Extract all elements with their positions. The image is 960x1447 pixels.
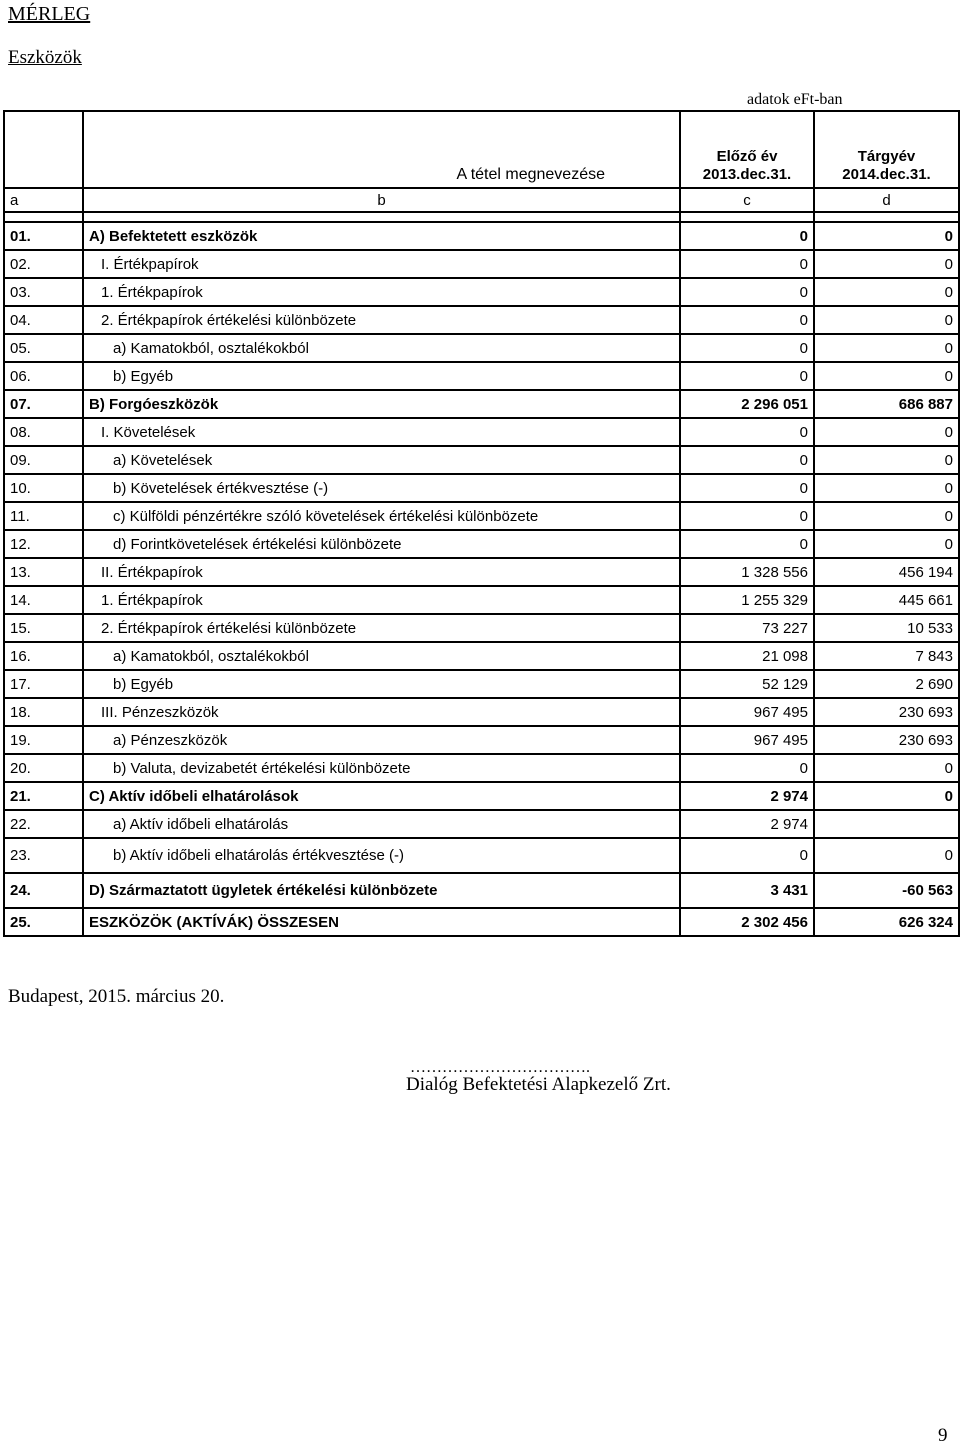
- row-number: 03.: [4, 278, 83, 306]
- header-curr-year-cell: [814, 111, 959, 188]
- row-prev-year-value: 0: [680, 278, 814, 306]
- table-row: [4, 754, 959, 782]
- row-prev-year-value: 967 495: [680, 698, 814, 726]
- row-prev-year-value: 0: [680, 222, 814, 250]
- header-curr-date: 2014.dec.31.: [842, 166, 931, 183]
- table-row: [4, 530, 959, 558]
- row-prev-year-value: 0: [680, 306, 814, 334]
- row-number: 22.: [4, 810, 83, 838]
- row-number: 18.: [4, 698, 83, 726]
- row-prev-year-value: 0: [680, 530, 814, 558]
- table-row: [4, 474, 959, 502]
- spacer-row: [4, 212, 959, 222]
- signature-line: …………………………….: [410, 1059, 590, 1076]
- table-row: [4, 642, 959, 670]
- row-label: D) Származtatott ügyletek értékelési különbözete: [83, 873, 680, 908]
- row-curr-year-value: 0: [814, 502, 959, 530]
- row-curr-year-value: 0: [814, 782, 959, 810]
- row-number: 23.: [4, 838, 83, 873]
- header-prev-year-cell: [680, 111, 814, 188]
- row-number: 10.: [4, 474, 83, 502]
- row-curr-year-value: 230 693: [814, 726, 959, 754]
- table-row: [4, 502, 959, 530]
- row-curr-year-value: 0: [814, 530, 959, 558]
- table-row: [4, 558, 959, 586]
- header-name-cell: [83, 111, 680, 188]
- table-row: [4, 446, 959, 474]
- table-header-row: [4, 111, 959, 188]
- column-letter-b: b: [83, 188, 680, 212]
- row-label: d) Forintkövetelések értékelési különbözete: [83, 530, 680, 558]
- row-curr-year-value: 7 843: [814, 642, 959, 670]
- row-prev-year-value: 0: [680, 838, 814, 873]
- row-number: 09.: [4, 446, 83, 474]
- row-label: b) Aktív időbeli elhatárolás értékvesztése (-): [83, 838, 680, 873]
- row-prev-year-value: 2 296 051: [680, 390, 814, 418]
- row-label: II. Értékpapírok: [83, 558, 680, 586]
- row-curr-year-value: 0: [814, 362, 959, 390]
- header-prev-date: 2013.dec.31.: [702, 166, 792, 183]
- table-row: [4, 306, 959, 334]
- table-row: [4, 810, 959, 838]
- header-prev-year: Előző év: [716, 148, 778, 165]
- row-label: c) Külföldi pénzértékre szóló követelések értékelési különbözete: [83, 502, 680, 530]
- row-label: a) Követelések: [83, 446, 680, 474]
- row-label: b) Egyéb: [83, 362, 680, 390]
- row-curr-year-value: 0: [814, 334, 959, 362]
- row-curr-year-value: 0: [814, 222, 959, 250]
- row-number: 08.: [4, 418, 83, 446]
- table-row: [4, 670, 959, 698]
- row-number: 05.: [4, 334, 83, 362]
- row-prev-year-value: 73 227: [680, 614, 814, 642]
- table-row: [4, 908, 959, 936]
- row-label: ESZKÖZÖK (AKTÍVÁK) ÖSSZESEN: [83, 908, 680, 936]
- row-number: 16.: [4, 642, 83, 670]
- table-row: [4, 614, 959, 642]
- row-label: 1. Értékpapírok: [83, 586, 680, 614]
- column-letter-c: c: [680, 188, 814, 212]
- column-letter-d: d: [814, 188, 959, 212]
- row-label: a) Aktív időbeli elhatárolás: [83, 810, 680, 838]
- row-curr-year-value: 0: [814, 306, 959, 334]
- page-number: 9: [938, 1425, 948, 1446]
- row-curr-year-value: 445 661: [814, 586, 959, 614]
- row-label: a) Kamatokból, osztalékokból: [83, 334, 680, 362]
- row-curr-year-value: 0: [814, 446, 959, 474]
- row-label: a) Kamatokból, osztalékokból: [83, 642, 680, 670]
- row-prev-year-value: 2 974: [680, 810, 814, 838]
- row-prev-year-value: 967 495: [680, 726, 814, 754]
- row-number: 01.: [4, 222, 83, 250]
- row-curr-year-value: 2 690: [814, 670, 959, 698]
- row-number: 19.: [4, 726, 83, 754]
- row-curr-year-value: 230 693: [814, 698, 959, 726]
- row-curr-year-value: -60 563: [814, 873, 959, 908]
- row-prev-year-value: 1 328 556: [680, 558, 814, 586]
- column-letter-a: a: [4, 188, 83, 212]
- row-number: 24.: [4, 873, 83, 908]
- row-prev-year-value: 0: [680, 334, 814, 362]
- row-curr-year-value: 0: [814, 474, 959, 502]
- row-label: b) Valuta, devizabetét értékelési különbözete: [83, 754, 680, 782]
- row-prev-year-value: 0: [680, 754, 814, 782]
- table-row: [4, 250, 959, 278]
- row-label: 2. Értékpapírok értékelési különbözete: [83, 306, 680, 334]
- row-curr-year-value: 0: [814, 838, 959, 873]
- row-prev-year-value: 21 098: [680, 642, 814, 670]
- row-number: 20.: [4, 754, 83, 782]
- table-row: [4, 586, 959, 614]
- header-num-cell: [4, 111, 83, 188]
- row-prev-year-value: 2 302 456: [680, 908, 814, 936]
- document-title: MÉRLEG: [8, 3, 91, 25]
- column-letter-row: [4, 188, 959, 212]
- row-label: B) Forgóeszközök: [83, 390, 680, 418]
- table-row: [4, 222, 959, 250]
- row-label: 1. Értékpapírok: [83, 278, 680, 306]
- header-name: A tétel megnevezése: [456, 166, 605, 183]
- row-number: 15.: [4, 614, 83, 642]
- row-prev-year-value: 1 255 329: [680, 586, 814, 614]
- row-curr-year-value: 626 324: [814, 908, 959, 936]
- row-number: 12.: [4, 530, 83, 558]
- row-label: III. Pénzeszközök: [83, 698, 680, 726]
- table-row: [4, 390, 959, 418]
- row-number: 17.: [4, 670, 83, 698]
- row-label: b) Egyéb: [83, 670, 680, 698]
- row-label: I. Követelések: [83, 418, 680, 446]
- row-prev-year-value: 0: [680, 474, 814, 502]
- header-curr-year: Tárgyév: [857, 148, 916, 165]
- table-row: [4, 838, 959, 873]
- row-label: b) Követelések értékvesztése (-): [83, 474, 680, 502]
- row-curr-year-value: 686 887: [814, 390, 959, 418]
- row-number: 11.: [4, 502, 83, 530]
- row-label: 2. Értékpapírok értékelési különbözete: [83, 614, 680, 642]
- row-number: 21.: [4, 782, 83, 810]
- row-prev-year-value: 52 129: [680, 670, 814, 698]
- row-number: 13.: [4, 558, 83, 586]
- section-title: Eszközök: [8, 47, 82, 68]
- units-note: adatok eFt-ban: [747, 91, 843, 108]
- row-curr-year-value: [814, 810, 959, 838]
- row-curr-year-value: 0: [814, 250, 959, 278]
- table-row: [4, 418, 959, 446]
- row-curr-year-value: 10 533: [814, 614, 959, 642]
- row-label: A) Befektetett eszközök: [83, 222, 680, 250]
- row-number: 14.: [4, 586, 83, 614]
- row-curr-year-value: 0: [814, 278, 959, 306]
- row-curr-year-value: 0: [814, 418, 959, 446]
- table-row: [4, 278, 959, 306]
- table-row: [4, 334, 959, 362]
- row-label: C) Aktív időbeli elhatárolások: [83, 782, 680, 810]
- place-and-date: Budapest, 2015. március 20.: [8, 986, 225, 1007]
- table-row: [4, 726, 959, 754]
- balance-sheet-table: [3, 110, 960, 937]
- row-prev-year-value: 3 431: [680, 873, 814, 908]
- row-prev-year-value: 0: [680, 418, 814, 446]
- table-row: [4, 873, 959, 908]
- row-prev-year-value: 0: [680, 446, 814, 474]
- row-label: I. Értékpapírok: [83, 250, 680, 278]
- row-number: 02.: [4, 250, 83, 278]
- row-number: 07.: [4, 390, 83, 418]
- row-label: a) Pénzeszközök: [83, 726, 680, 754]
- row-number: 04.: [4, 306, 83, 334]
- row-prev-year-value: 0: [680, 362, 814, 390]
- table-row: [4, 782, 959, 810]
- row-number: 06.: [4, 362, 83, 390]
- row-curr-year-value: 456 194: [814, 558, 959, 586]
- table-row: [4, 698, 959, 726]
- row-prev-year-value: 2 974: [680, 782, 814, 810]
- row-number: 25.: [4, 908, 83, 936]
- row-prev-year-value: 0: [680, 250, 814, 278]
- table-row: [4, 362, 959, 390]
- signatory-name: Dialóg Befektetési Alapkezelő Zrt.: [406, 1074, 671, 1095]
- row-curr-year-value: 0: [814, 754, 959, 782]
- row-prev-year-value: 0: [680, 502, 814, 530]
